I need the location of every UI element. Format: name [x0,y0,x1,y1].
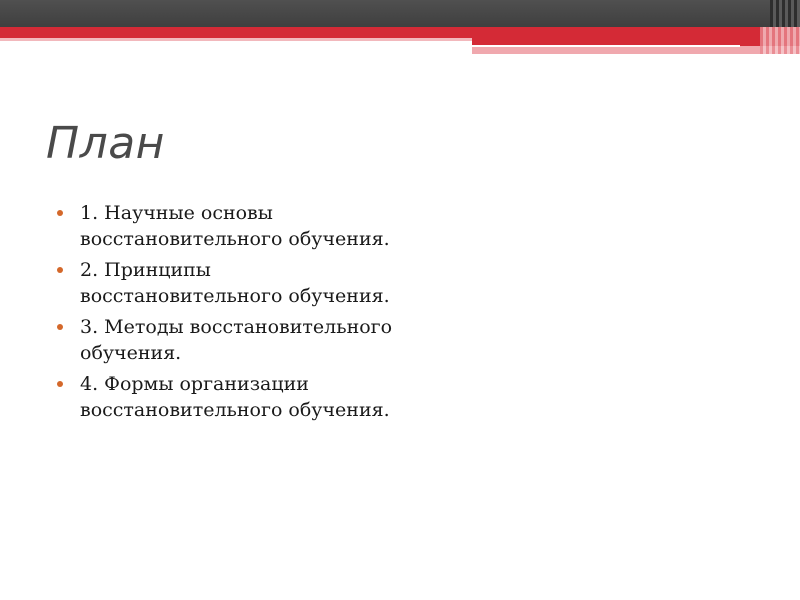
list-item-text: 2. Принципы восстановительного обучения. [80,259,390,307]
top-dark-bar [0,0,800,27]
list-item-text: 3. Методы восстановительного обучения. [80,316,393,364]
bullet-dot-icon [57,381,63,387]
bullet-dot-icon [57,324,63,330]
list-item [54,371,394,423]
bullet-dot-icon [57,210,63,216]
top-white-line [472,45,740,47]
top-pink-right-bar [472,46,800,54]
top-stripe-decoration [770,0,800,27]
bullet-list [54,200,394,428]
list-item-text: 4. Формы организации восстановительного обучения. [80,373,390,421]
slide-title: План [46,118,165,169]
list-item [54,200,394,252]
bullet-dot-icon [57,267,63,273]
list-item [54,314,394,366]
top-light-red-line [0,38,472,41]
list-item [54,257,394,309]
top-red-bar [0,27,800,38]
right-stripe-decoration [760,27,800,54]
list-item-text: 1. Научные основы восстановительного обучения. [80,202,390,250]
